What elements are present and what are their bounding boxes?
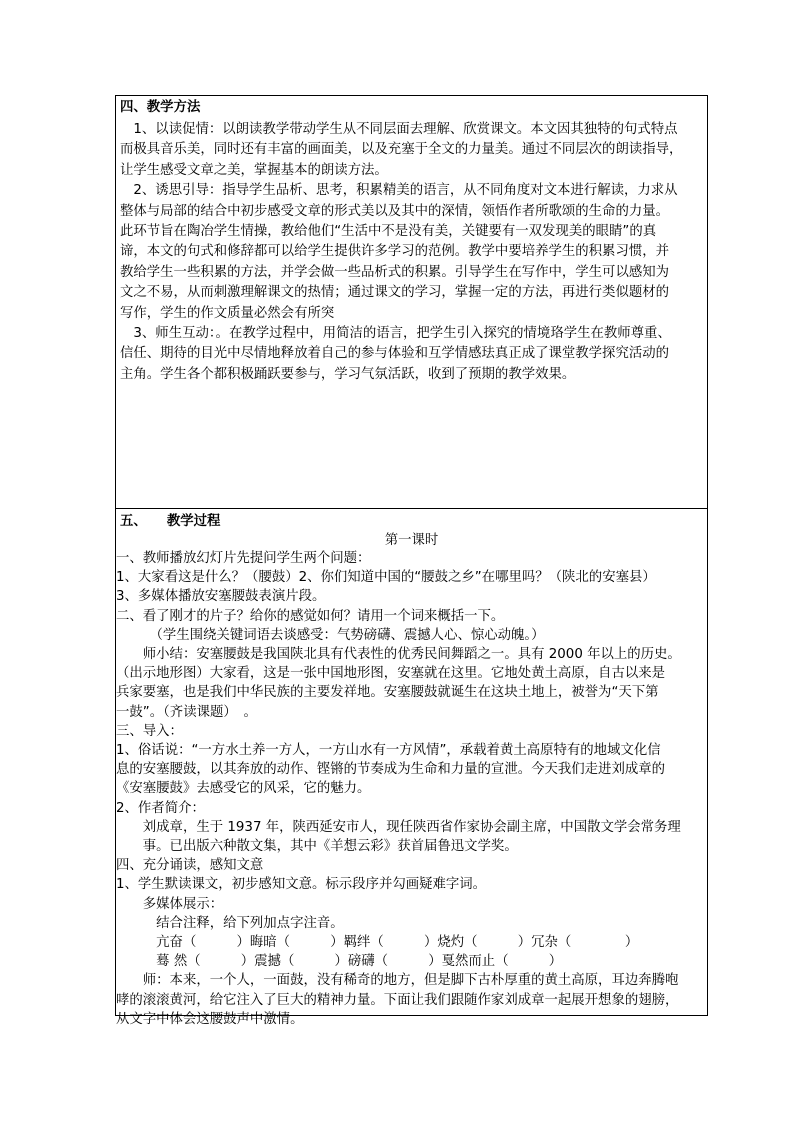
paragraph-line: 2、作者简介： <box>116 800 205 816</box>
paragraph-line: 蓦 然（ ）震撼（ ）磅礴（ ）戛然而止（ ） <box>116 954 563 970</box>
paragraph-line: 1、学生默读课文，初步感知文意。标示段序并勾画疑难字词。 <box>116 877 487 893</box>
paragraph-line: 兵家要塞，也是我们中华民族的主要发祥地。安塞腰鼓就诞生在这块土地上，被誉为“天下第 <box>116 685 659 701</box>
section-heading: 五、 教学过程 <box>120 514 221 529</box>
paragraph-line: 从文字中体会这腰鼓声中激情。 <box>116 1011 304 1027</box>
paragraph-line: 师小结：安塞腰鼓是我国陕北具有代表性的优秀民间舞蹈之一。具有 2000 年以上的历史。 <box>116 647 681 662</box>
paragraph-line: 1、大家看这是什么？（腰鼓）2、你们知道中国的“腰鼓之乡”在哪里吗？（陕北的安塞县） <box>116 570 656 586</box>
paragraph-line: 三、导入： <box>116 723 183 739</box>
paragraph-line: （出示地形图）大家看，这是一张中国地形图，安塞就在这里。它地处黄土高原，自古以来是 <box>116 666 666 682</box>
paragraph-line: 一鼓”。（齐读课题） 。 <box>116 704 257 720</box>
paragraph-line: 主角。学生各个都积极踊跃要参与，学习气氛活跃，收到了预期的教学效果。 <box>120 366 576 382</box>
paragraph-line: 1、以读促情：以朗读教学带动学生从不同层面去理解、欣赏课文。本文因其独特的句式特点 <box>120 122 678 137</box>
paragraph-line: 信任、期待的目光中尽情地释放着自己的参与体验和互学情感珐真正成了课堂教学探究活动的 <box>120 346 670 362</box>
paragraph-line: 四、充分诵读，感知文意 <box>116 858 264 874</box>
paragraph-line: 3、师生互动：。在教学过程中，用简洁的语言，把学生引入探究的情境珞学生在教师尊重、 <box>120 326 671 341</box>
paragraph-line: 哮的滚滚黄河，给它注入了巨大的精神力量。下面让我们跟随作家刘成章一起展开想象的翅膀， <box>116 992 679 1008</box>
paragraph-line: 文之不易，从而刺激理解课文的热情；通过课文的学习，掌握一定的方法，再进行类似题材的 <box>120 285 670 301</box>
paragraph-line: 师：本来，一个人，一面鼓，没有稀奇的地方，但是脚下古朴厚重的黄土高原，耳边奔腾咆 <box>116 973 679 989</box>
paragraph-line: 亢奋（ ）晦暗（ ）羁绊（ ）烧灼（ ）冗杂（ ） <box>116 935 639 950</box>
paragraph-line: 结合注释，给下列加点字注音。 <box>116 915 344 931</box>
paragraph-line: 谛，本文的句式和修辞都可以给学生提供许多学习的范例。教学中要培养学生的积累习惯，并 <box>120 244 670 260</box>
paragraph-line: 刘成章，生于 1937 年，陕西延安市人，现任陕西省作家协会副主席，中国散文学会常务理 <box>116 819 681 835</box>
paragraph-line: 息的安塞腰鼓，以其奔放的动作、铿锵的节奏成为生命和力量的宣泄。今天我们走进刘成章的 <box>116 762 666 778</box>
section-heading: 四、教学方法 <box>120 100 201 115</box>
paragraph-line: 二、看了刚才的片子？给你的感觉如何？请用一个词来概括一下。 <box>116 608 505 624</box>
paragraph-line: 让学生感受文章之美，掌握基本的朗读方法。 <box>120 162 388 178</box>
paragraph-line: 此环节旨在陶冶学生情操，教给他们“生活中不是没有美，关键要有一双发现美的眼睛”的真 <box>120 224 657 239</box>
paragraph-line: 事。已出版六种散文集，其中《羊想云彩》获首届鲁迅文学奖。 <box>116 839 518 854</box>
paragraph-line: 而极具音乐美，同时还有丰富的画面美，以及充塞于全文的力量美。通过不同层次的朗读指导， <box>120 142 683 158</box>
paragraph-line: 3、多媒体播放安塞腰鼓表演片段。 <box>116 589 326 605</box>
paragraph-line: 一、教师播放幻灯片先提问学生两个问题： <box>116 551 371 566</box>
paragraph-line: 1、俗话说：“一方水土养一方人，一方山水有一方风情”，承载着黄土高原特有的地域文化信 <box>116 743 661 758</box>
lesson-subtitle: 第一课时 <box>384 533 439 548</box>
paragraph-line: （学生围绕关键词语去谈感受：气势磅礴、震撼人心、惊心动魄。） <box>116 627 545 643</box>
paragraph-line: 2、诱思引导：指导学生品析、思考，积累精美的语言，从不同角度对文本进行解读，力求从 <box>120 183 678 199</box>
teaching-process-cell <box>115 508 708 1027</box>
paragraph-line: 多媒体展示： <box>116 896 224 912</box>
paragraph-line: 整体与局部的结合中初步感受文章的形式美以及其中的深情，领悟作者所歌颂的生命的力量。 <box>120 203 670 219</box>
paragraph-line: 写作，学生的作文质量必然会有所突 <box>120 305 335 321</box>
paragraph-line: 教给学生一些积累的方法，并学会做一些品析式的积累。引导学生在写作中，学生可以感知为 <box>120 264 670 280</box>
paragraph-line: 《安塞腰鼓》去感受它的风采，它的魅力。 <box>116 781 371 797</box>
teaching-methods-cell <box>115 95 708 509</box>
